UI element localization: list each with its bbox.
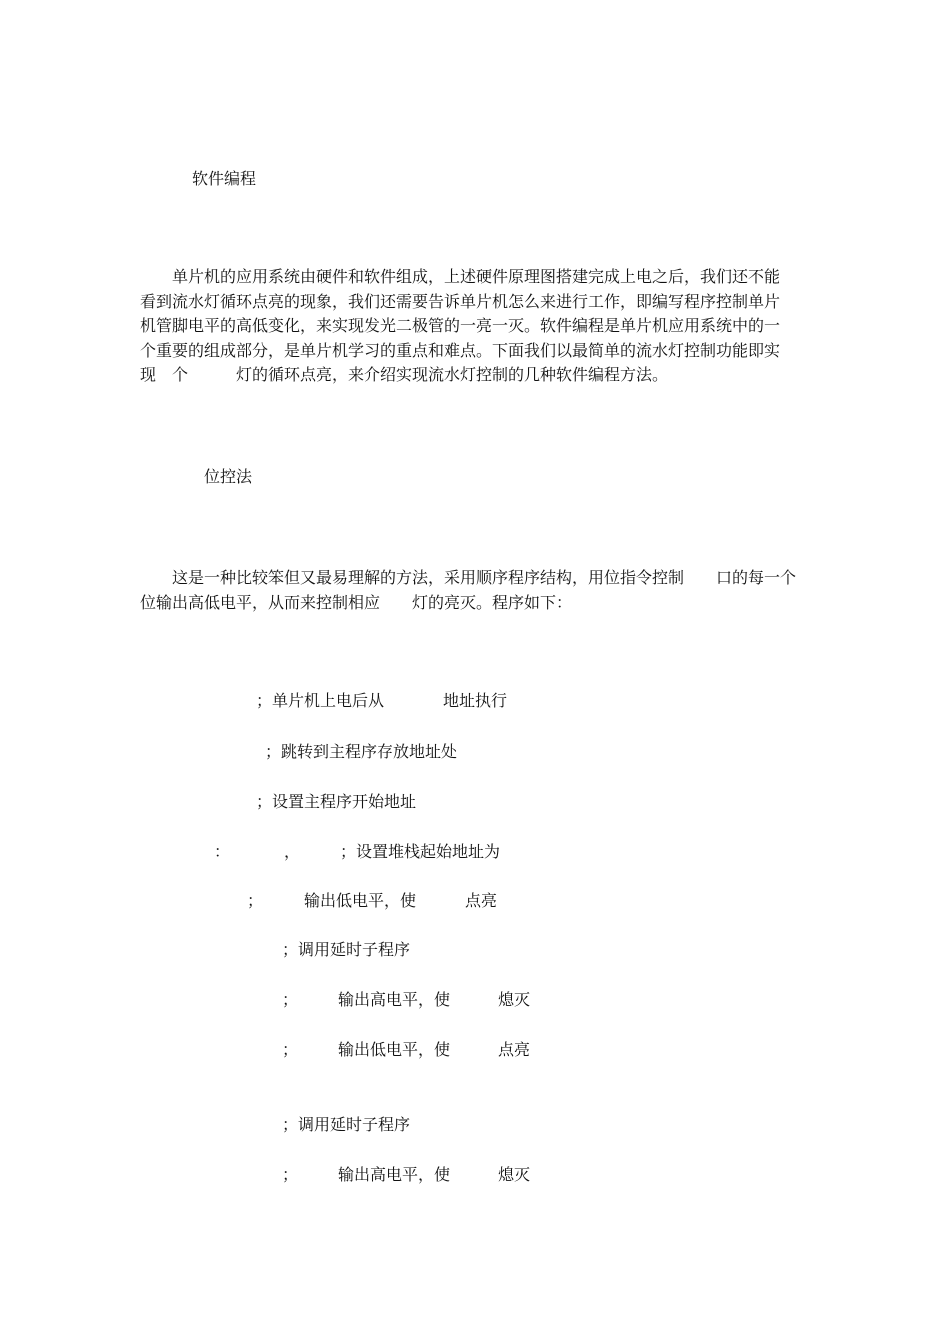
paragraph-line: 看到流水灯循环点亮的现象，我们还需要告诉单片机怎么来进行工作，即编写程序控制单片: [140, 291, 781, 311]
code-comment-text: 点亮: [498, 1040, 531, 1059]
code-comment-text: ；: [282, 1165, 299, 1184]
code-comment-text: 地址执行: [443, 691, 508, 710]
paragraph-line: 机管脚电平的高低变化，来实现发光二极管的一亮一灭。软件编程是单片机应用系统中的一: [140, 316, 781, 335]
code-comment-text: ；单片机上电后从: [256, 691, 385, 710]
code-comment-text: ；调用延时子程序: [282, 1115, 411, 1134]
code-comment-text: 输出低电平，使: [338, 1040, 451, 1059]
code-comment-text: 输出低电平，使: [304, 891, 417, 910]
paragraph-line: 这是一种比较笨但又最易理解的方法，采用顺序程序结构，用位指令控制 口的每一个: [140, 568, 797, 587]
paragraph-line: 个重要的组成部分，是单片机学习的重点和难点。下面我们以最简单的流水灯控制功能即实: [140, 340, 781, 360]
paragraph-line: 单片机的应用系统由硬件和软件组成，上述硬件原理图搭建完成上电之后，我们还不能: [140, 267, 781, 286]
paragraph-line: 现 个 灯的循环点亮，来介绍实现流水灯控制的几种软件编程方法。: [140, 365, 669, 384]
code-comment-text: ；: [282, 1040, 299, 1059]
code-comment-text: ：: [214, 842, 231, 861]
code-comment-text: 熄灭: [498, 1165, 531, 1184]
paragraph-intro: [140, 265, 812, 388]
code-comment-text: ；跳转到主程序存放地址处: [265, 742, 458, 761]
code-comment-text: 熄灭: [498, 990, 531, 1009]
heading-bit-control-method: 位控法: [204, 467, 253, 486]
code-comment-text: ；设置主程序开始地址: [256, 792, 417, 811]
code-comment-text: ；设置堆栈起始地址为: [340, 842, 501, 861]
code-comment-text: ，: [284, 842, 301, 861]
heading-software-programming: 软件编程: [192, 169, 257, 188]
code-comment-text: ；调用延时子程序: [282, 940, 411, 959]
code-comment-text: 输出高电平，使: [338, 990, 451, 1009]
code-comment-text: 点亮: [465, 891, 498, 910]
code-comment-text: 输出高电平，使: [338, 1165, 451, 1184]
paragraph-bit-control: [140, 566, 812, 615]
code-comment-text: ；: [282, 990, 299, 1009]
code-comment-text: ；: [247, 891, 264, 910]
paragraph-line: 位输出高低电平，从而来控制相应 灯的亮灭。程序如下：: [140, 592, 573, 612]
